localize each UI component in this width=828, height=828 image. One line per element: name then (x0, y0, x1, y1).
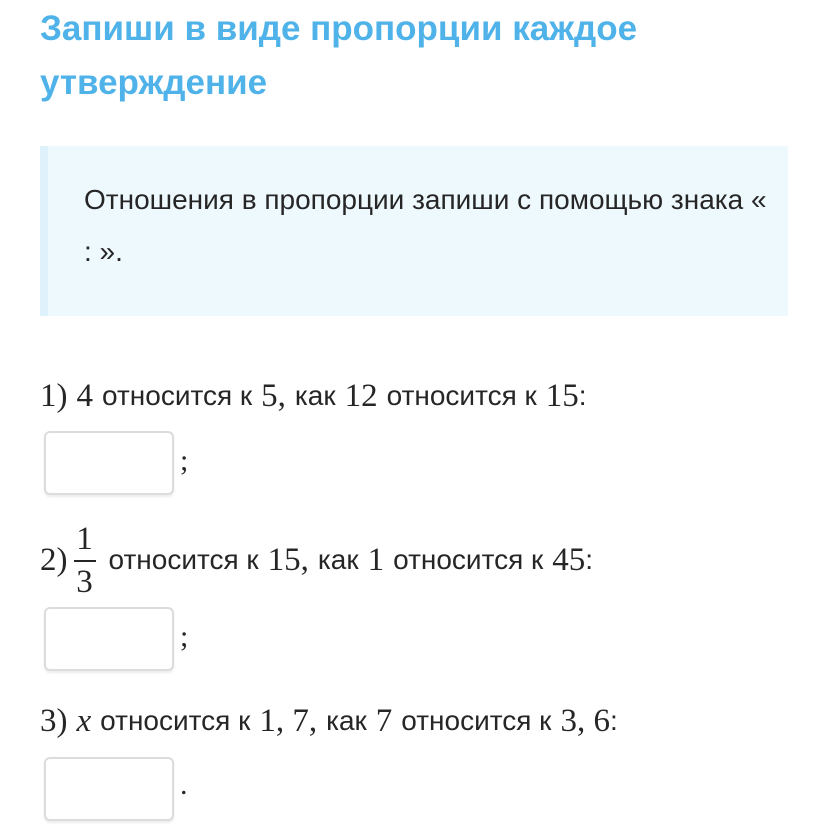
task-3-colon: : (609, 705, 618, 736)
task-1-colon: : (578, 380, 587, 411)
task-1-text-1: относится к (102, 380, 253, 411)
task-3-value-c: 7 (375, 702, 393, 739)
task-1-value-b: 5, (261, 377, 286, 414)
task-1-answer-input[interactable] (44, 431, 174, 495)
task-1-text-3: относится к (386, 380, 537, 411)
task-1-statement (40, 372, 587, 420)
task-2-text-3: относится к (393, 544, 544, 575)
hint-box (40, 146, 788, 316)
task-3-text-2: как (326, 705, 367, 736)
task-2-statement (40, 512, 593, 608)
task-2-fraction-denominator: 3 (76, 563, 93, 600)
task-3-punctuation: . (180, 768, 188, 801)
task-3-statement (40, 697, 618, 745)
task-3-text-3: относится к (401, 705, 552, 736)
task-2-value-c: 1 (367, 541, 385, 578)
task-2-colon: : (585, 544, 594, 575)
task-1-value-d: 15 (545, 377, 579, 414)
task-2-answer-input[interactable] (44, 607, 174, 671)
task-1-punctuation: ; (180, 444, 189, 477)
page-title: Запиши в виде пропорции каждое утверждение (40, 9, 638, 102)
task-2-value-d: 45 (552, 541, 586, 578)
task-3-variable-x: x (76, 702, 92, 739)
task-3-value-d: 3, 6 (560, 702, 610, 739)
task-2-punctuation: ; (180, 620, 189, 653)
task-1-value-a: 4 (76, 377, 93, 414)
task-2-text-1: относится к (108, 544, 259, 575)
task-1-value-c: 12 (344, 377, 378, 414)
task-3-number: 3) (40, 702, 68, 739)
task-3-value-b: 1, 7, (259, 702, 318, 739)
hint-text: Отношения в пропорции запиши с помощью знака « : ». (84, 184, 767, 267)
task-2-fraction-bar (74, 560, 96, 562)
task-2-text-2: как (317, 544, 359, 575)
task-3-text-1: относится к (100, 705, 251, 736)
task-2-number: 2) (40, 541, 68, 578)
task-2-value-b: 15, (267, 541, 309, 578)
task-2-fraction (74, 521, 96, 600)
task-3-answer-input[interactable] (44, 757, 174, 821)
task-1-text-2: как (294, 380, 336, 411)
task-1-number: 1) (40, 377, 68, 414)
task-2-fraction-numerator: 1 (76, 520, 93, 557)
